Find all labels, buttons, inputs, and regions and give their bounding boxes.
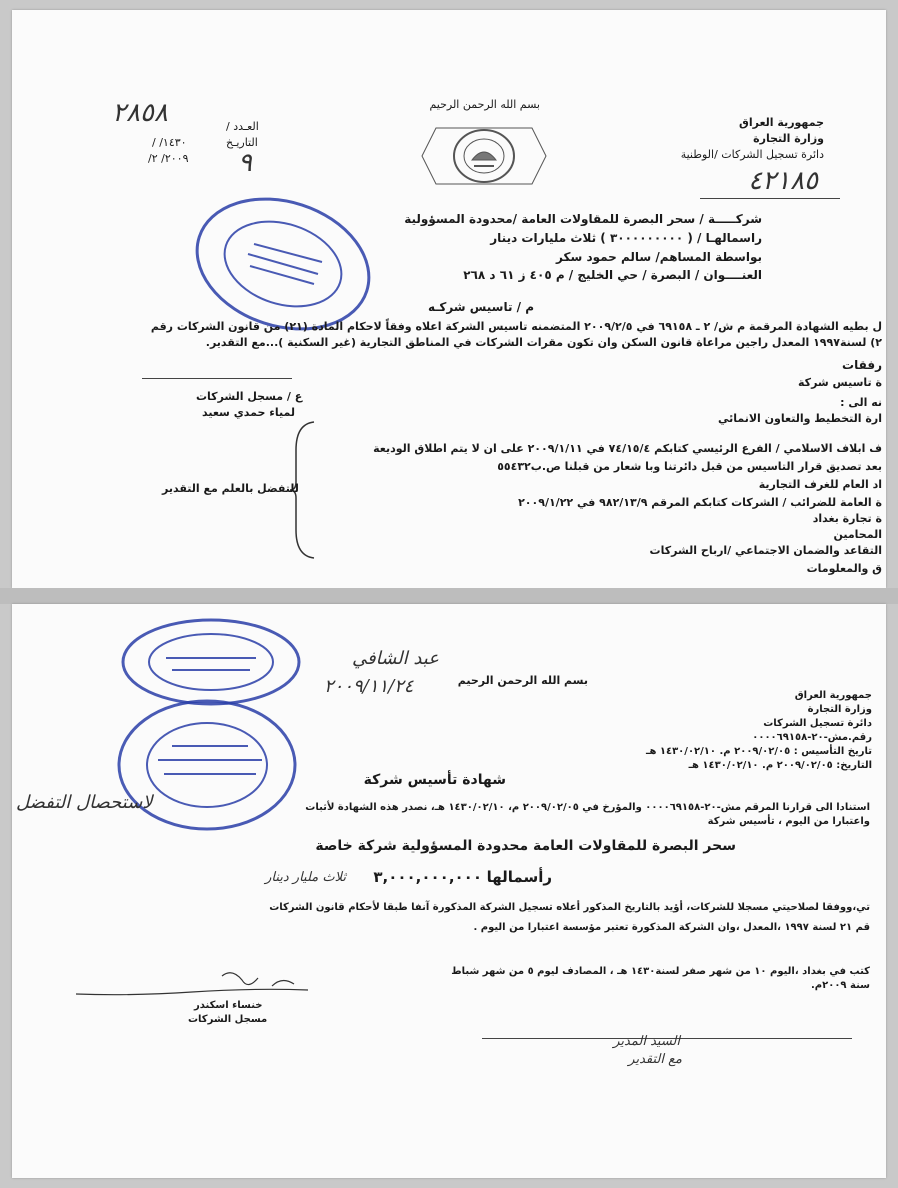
- cc-item-4: اد العام للغرف التجارية: [758, 478, 882, 491]
- capital-value: ٣,٠٠٠,٠٠٠,٠٠٠: [373, 868, 482, 886]
- attachments-heading: رفقات: [842, 358, 882, 372]
- signature-line: [142, 378, 292, 379]
- handwritten-date: ٢٠٠٩/١١/٢٤: [324, 676, 414, 697]
- handwritten-note: لاستحصال التفضل: [16, 792, 153, 813]
- page-separator: [0, 588, 898, 604]
- date-line-2: ٢٠٠٩/ ٢/: [148, 152, 189, 165]
- certificate-stamp-bottom: [112, 690, 302, 840]
- date-handwritten: ٩: [238, 148, 252, 178]
- header-department: دائرة تسجيل الشركات /الوطنية: [680, 148, 824, 161]
- capital-label: رأسمالها: [486, 868, 552, 886]
- subject-line: م / تاسيس شركـه: [427, 300, 534, 314]
- basmala: بسم الله الرحمن الرحيم: [457, 674, 588, 687]
- header-country: جمهورية العراق: [739, 116, 824, 129]
- company-name: سحر البصرة للمقاولات العامة محدودة المسؤولية شركة خاصة: [315, 838, 736, 854]
- reference-handwritten: ٤٢١٨٥: [748, 166, 818, 196]
- header-country: جمهورية العراق: [794, 690, 872, 701]
- header-department: دائرة تسجيل الشركات: [763, 718, 872, 729]
- handwritten-signature: عبد الشافي: [352, 648, 439, 669]
- registration-number: رقم.مش-٢٠-٠٠٠٠٦٩١٥٨: [752, 732, 872, 743]
- certificate-page: [12, 604, 886, 1178]
- body-line-1: ل بطيه الشهادة المرقمة م ش/ ٢ ـ ٦٩١٥٨ في ٢٠٠٩/٢/٥ المتضمنه تاسيس الشركة اعلاه وفقاً لاحكام المادة (٢١) من قانون الشركات رقم: [150, 320, 882, 333]
- date-label: التاريـخ: [226, 136, 258, 149]
- closing-line-1: كتب في بغداد ،اليوم ١٠ من شهر صفر لسنة١٤٣٠ هـ ، المصادف ليوم ٥ من شهر شباط: [451, 966, 870, 977]
- letter-page: [12, 10, 886, 588]
- shareholder-line: بواسطة المساهم/ سالم حمود سكر: [556, 250, 762, 264]
- signature-scribble: [72, 966, 312, 1006]
- closing-line-2: سنة ٢٠٠٩م.: [810, 980, 870, 991]
- cc-item-2: ف ابلاف الاسلامي / الفرع الرئيسي كتابكم ٧٤/١٥/٤ في ٢٠٠٩/١/١١ على ان لا يتم اطلاق الوديعة: [373, 442, 882, 455]
- cc-item-3: بعد تصديق قرار التاسيس من قبل دائرتنا وبا شعار من قبلنا ص.ب٥٥٤٣٢: [497, 460, 882, 473]
- number-handwritten: ٢٨٥٨: [112, 98, 168, 128]
- number-label: العـدد /: [226, 120, 259, 133]
- signatory-title: ع / مسجل الشركات: [196, 390, 303, 403]
- cc-item-8: التقاعد والضمان الاجتماعي /ارباح الشركات: [649, 544, 882, 557]
- registrar-name: خنساء اسكندر: [194, 1000, 263, 1011]
- address-line: العنــــوان / البصرة / حي الخليج / م ٤٠٥ ز ٦١ د ٢٦٨: [463, 268, 762, 282]
- capital-words: ثلاث مليار دينار: [265, 870, 346, 885]
- capital-line: راسمالهـا / ( ٣٠٠٠٠٠٠٠٠٠ ) ثلاث مليارات دينار: [490, 231, 762, 245]
- ministry-logo: [414, 116, 554, 196]
- registrar-title: مسجل الشركات: [188, 1014, 268, 1025]
- signatory-name: لمياء حمدي سعيد: [202, 406, 296, 419]
- header-ministry: وزارة التجارة: [807, 704, 872, 715]
- cc-item-1: ارة التخطيط والتعاون الانمائي: [717, 412, 882, 425]
- header-ministry: وزارة التجارة: [753, 132, 824, 145]
- cc-item-9: ق والمعلومات: [806, 562, 882, 575]
- cc-item-6: ة تجارة بغداد: [812, 512, 882, 525]
- company-line: شركـــــة / سحر البصرة للمقاولات العامة /محدودة المسؤولية: [404, 212, 762, 226]
- issue-date: التاريخ: ٢٠٠٩/٠٢/٠٥ م. ١٤٣٠/٠٢/١٠ هـ: [688, 760, 872, 771]
- certificate-title: شهادة تأسيس شركة: [363, 772, 506, 788]
- reference-underline: [700, 198, 840, 199]
- note-text: للتفضل بالعلم مع التقدير: [162, 482, 299, 495]
- body-line-2: ٢) لسنة١٩٩٧ المعدل راجين مراعاة قانون السكن وان تكون مقرات الشركات في المناطق التجارية (غير السكنية )...مع التقدير.: [205, 336, 882, 349]
- basmala: بسم الله الرحمن الرحيم: [429, 98, 540, 111]
- body-line-1: تي،ووفقا لصلاحيتي مسجلا للشركات، أؤيد بالتاريخ المذكور أعلاه تسجيل الشركة المذكورة آنفا طبقا لأحكام قانون الشركات: [269, 902, 870, 913]
- intro-line-2: واعتبارا من اليوم ، تأسيس شركة: [707, 816, 870, 827]
- bottom-signature-2: مع التقدير: [628, 1052, 682, 1067]
- cc-item-7: المحامين: [833, 528, 882, 541]
- establishment-date: تاريخ التأسيس : ٢٠٠٩/٠٢/٠٥ م. ١٤٣٠/٠٢/١٠ هـ: [646, 746, 872, 757]
- bottom-signature-1: السيد المدير: [613, 1034, 680, 1049]
- attachment-item: ة تاسيس شركة: [798, 376, 882, 389]
- cc-item-5: ة العامة للضرائب / الشركات كتابكم المرقم ٩٨٢/١٣/٩ في ٢٠٠٩/١/٢٢: [518, 496, 882, 509]
- ministry-stamp: [188, 194, 378, 334]
- intro-line-1: استنادا الى قرارنا المرقم مش-٢٠-٠٠٠٠٦٩١٥٨ والمؤرخ في ٢٠٠٩/٠٢/٠٥ م، ١٤٣٠/٠٢/١٠ هـ، نصدر هذه الشهادة لأثبات: [305, 802, 870, 813]
- body-line-2: قم ٢١ لسنة ١٩٩٧ ،المعدل ،وان الشركة المذكورة تعتبر مؤسسة اعتبارا من اليوم .: [473, 922, 870, 933]
- copy-to-heading: نه الى :: [840, 396, 882, 409]
- date-line-1: ١٤٣٠/ /: [152, 136, 187, 149]
